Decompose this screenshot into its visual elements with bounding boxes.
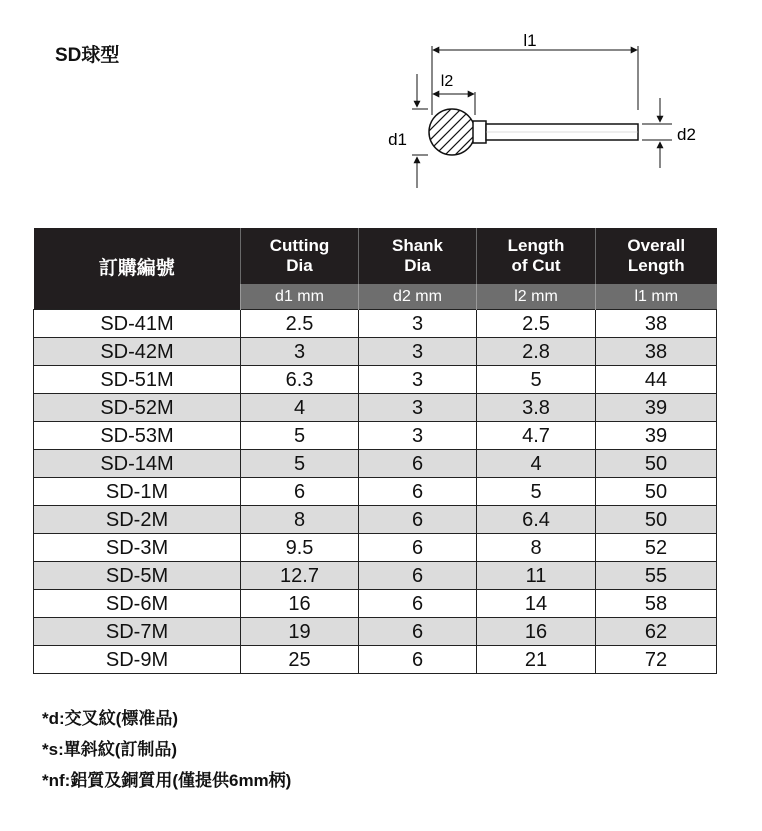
cell-value: 52 — [596, 534, 717, 562]
cell-value: 6 — [241, 478, 359, 506]
cell-value: 6 — [359, 534, 477, 562]
cell-value: 25 — [241, 646, 359, 674]
cell-value: 3 — [359, 310, 477, 338]
table-row — [34, 422, 717, 450]
cell-value: 6 — [359, 590, 477, 618]
cell-value: 44 — [596, 366, 717, 394]
cell-value: 5 — [477, 478, 596, 506]
table-row — [34, 618, 717, 646]
table-body — [34, 310, 717, 674]
unit-d2: d2 mm — [359, 284, 477, 310]
cell-value: 6.4 — [477, 506, 596, 534]
unit-l2: l2 mm — [477, 284, 596, 310]
cell-value: 3 — [241, 338, 359, 366]
note-single-cut: *s:單斜紋(訂制品) — [42, 740, 178, 759]
header-shank-dia: Shank Dia — [359, 228, 477, 284]
cell-model: SD-9M — [34, 646, 241, 674]
cell-value: 5 — [241, 422, 359, 450]
cell-value: 38 — [596, 338, 717, 366]
header-order-number: 訂購編號 — [34, 228, 241, 310]
d1-label: d1 — [388, 130, 407, 149]
page-title: SD球型 — [55, 45, 120, 66]
cell-value: 3.8 — [477, 394, 596, 422]
table-row — [34, 450, 717, 478]
cell-value: 2.8 — [477, 338, 596, 366]
cell-value: 8 — [241, 506, 359, 534]
cell-value: 5 — [241, 450, 359, 478]
cell-value: 39 — [596, 394, 717, 422]
note-cross-cut: *d:交叉紋(標准品) — [42, 709, 178, 728]
cell-model: SD-53M — [34, 422, 241, 450]
ball-burr-diagram — [380, 30, 720, 200]
cell-value: 16 — [241, 590, 359, 618]
table-row — [34, 394, 717, 422]
cell-value: 9.5 — [241, 534, 359, 562]
cell-value: 6.3 — [241, 366, 359, 394]
cell-model: SD-14M — [34, 450, 241, 478]
cell-value: 11 — [477, 562, 596, 590]
table-row — [34, 478, 717, 506]
table-row — [34, 562, 717, 590]
cell-value: 6 — [359, 450, 477, 478]
notes — [42, 703, 291, 796]
unit-l1: l1 mm — [596, 284, 717, 310]
d2-label: d2 — [677, 125, 696, 144]
cell-model: SD-1M — [34, 478, 241, 506]
cell-value: 55 — [596, 562, 717, 590]
header-length-of-cut: Length of Cut — [477, 228, 596, 284]
cell-value: 6 — [359, 506, 477, 534]
table-row — [34, 366, 717, 394]
cell-value: 8 — [477, 534, 596, 562]
cell-value: 6 — [359, 562, 477, 590]
cell-value: 39 — [596, 422, 717, 450]
l1-label: l1 — [523, 31, 537, 50]
cell-value: 4.7 — [477, 422, 596, 450]
cell-value: 14 — [477, 590, 596, 618]
cell-value: 62 — [596, 618, 717, 646]
cell-value: 50 — [596, 506, 717, 534]
l2-label: l2 — [440, 73, 454, 90]
cell-value: 4 — [477, 450, 596, 478]
cell-value: 3 — [359, 422, 477, 450]
cell-model: SD-42M — [34, 338, 241, 366]
cell-value: 19 — [241, 618, 359, 646]
cell-model: SD-7M — [34, 618, 241, 646]
cell-value: 4 — [241, 394, 359, 422]
cell-value: 12.7 — [241, 562, 359, 590]
table-row — [34, 646, 717, 674]
cell-model: SD-51M — [34, 366, 241, 394]
cell-value: 5 — [477, 366, 596, 394]
cell-model: SD-41M — [34, 310, 241, 338]
cell-model: SD-5M — [34, 562, 241, 590]
header-cutting-dia: Cutting Dia — [241, 228, 359, 284]
cell-model: SD-2M — [34, 506, 241, 534]
cell-value: 50 — [596, 450, 717, 478]
table-row — [34, 534, 717, 562]
cell-value: 3 — [359, 394, 477, 422]
cell-model: SD-52M — [34, 394, 241, 422]
table-row — [34, 310, 717, 338]
cell-value: 6 — [359, 646, 477, 674]
table-row — [34, 338, 717, 366]
cell-value: 3 — [359, 338, 477, 366]
unit-d1: d1 mm — [241, 284, 359, 310]
cell-value: 16 — [477, 618, 596, 646]
cell-value: 2.5 — [477, 310, 596, 338]
cell-value: 6 — [359, 478, 477, 506]
table-row — [34, 590, 717, 618]
cell-model: SD-6M — [34, 590, 241, 618]
note-nonferrous: *nf:鋁質及銅質用(僅提供6mm柄) — [42, 771, 292, 790]
cell-value: 21 — [477, 646, 596, 674]
cell-value: 2.5 — [241, 310, 359, 338]
cell-value: 3 — [359, 366, 477, 394]
cell-model: SD-3M — [34, 534, 241, 562]
cell-value: 38 — [596, 310, 717, 338]
header-overall-length: Overall Length — [596, 228, 717, 284]
spec-table — [33, 228, 717, 674]
cell-value: 50 — [596, 478, 717, 506]
cell-value: 72 — [596, 646, 717, 674]
cell-value: 58 — [596, 590, 717, 618]
cell-value: 6 — [359, 618, 477, 646]
table-row — [34, 506, 717, 534]
